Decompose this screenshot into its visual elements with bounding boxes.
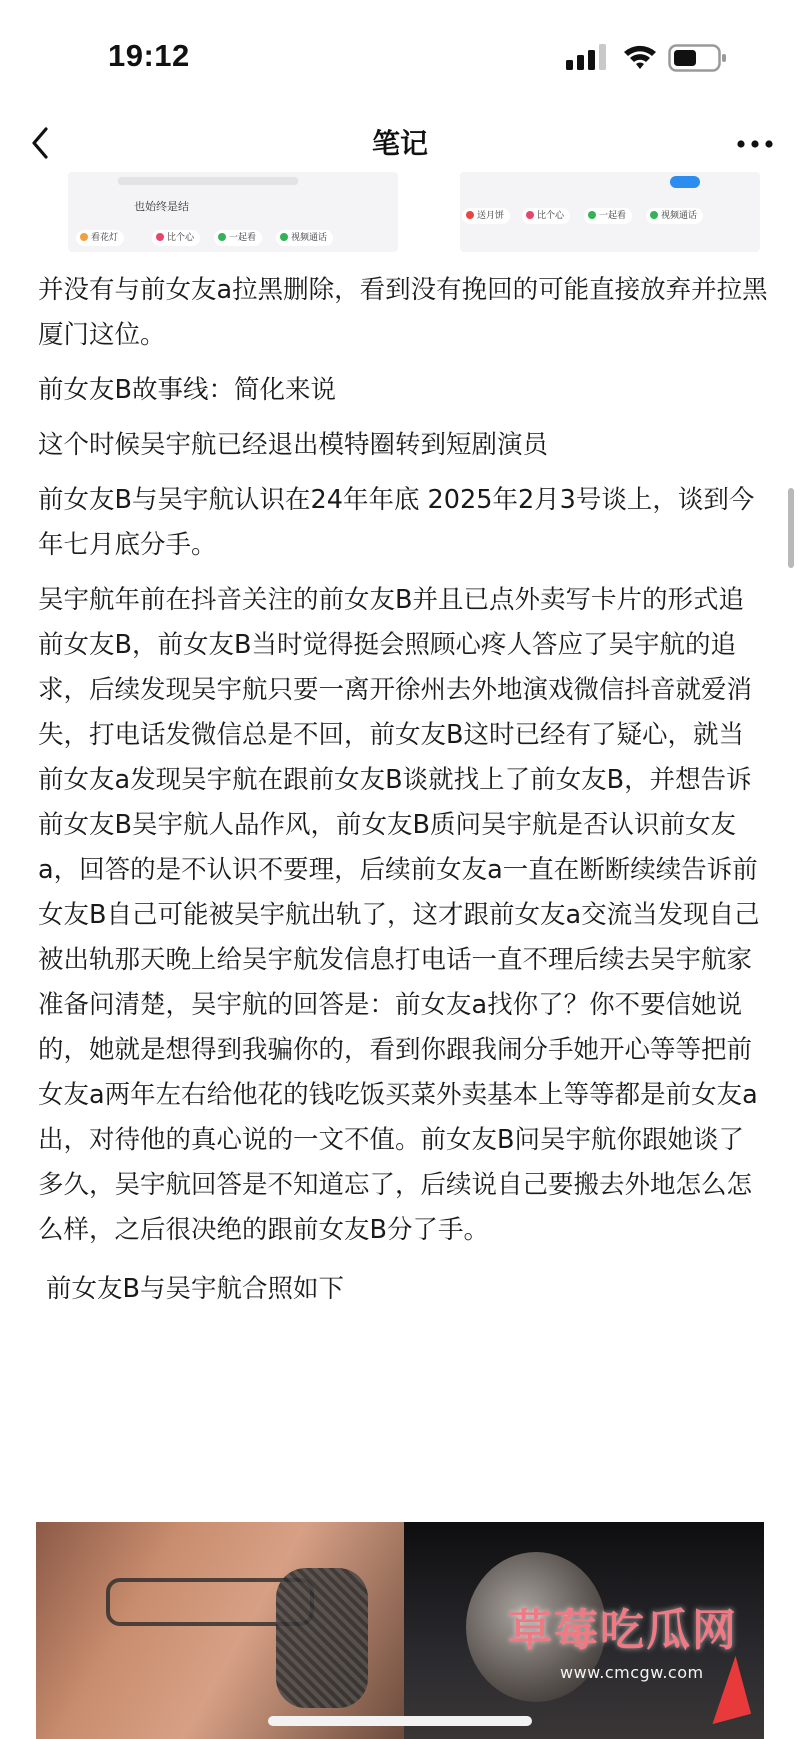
paragraph: 并没有与前女友a拉黑删除，看到没有挽回的可能直接放弃并拉黑厦门这位。 bbox=[38, 275, 768, 350]
wifi-icon bbox=[622, 42, 658, 70]
scrollbar[interactable] bbox=[788, 488, 794, 568]
chip: 看花灯 bbox=[76, 230, 124, 246]
more-horizontal-icon bbox=[730, 124, 780, 164]
battery-icon bbox=[668, 44, 728, 72]
chip: 送月饼 bbox=[462, 208, 510, 224]
paragraph: 前女友B与吴宇航认识在24年年底 2025年2月3号谈上，谈到今年七月底分手。 bbox=[38, 485, 755, 560]
page-title: 笔记 bbox=[371, 127, 428, 160]
photo-left bbox=[36, 1522, 404, 1739]
watermark-url: www.cmcgw.com bbox=[560, 1663, 704, 1682]
more-button[interactable] bbox=[730, 124, 780, 164]
note-content bbox=[38, 268, 768, 1312]
watermark-title: 草莓吃瓜网 bbox=[508, 1605, 738, 1656]
paragraph: 这个时候吴宇航已经退出模特圈转到短剧演员 bbox=[38, 430, 549, 460]
paragraph: 吴宇航年前在抖音关注的前女友B并且已点外卖写卡片的形式追前女友B，前女友B当时觉得挺会照顾心疼人答应了吴宇航的追求，后续发现吴宇航只要一离开徐州去外地演戏微信抖音就爱消失，打电话发微信总是不回，前女友B这时已经有了疑心，就当前女友a发现吴宇航在跟前女友B谈就找上了前女友B，并想告诉前女友B吴宇航人品作风，前女友B质问吴宇航是否认识前女友a，回答的是不认识不要理，后续前女友a一直在断断续续告诉前女友B自己可能被吴宇航出轨了，这才跟前女友a交流当发现自己被出轨那天晚上给吴宇航发信息打电话一直不理后续去吴宇航家准备问清楚，吴宇航的回答是：前女友a找你了？你不要信她说的，她就是想得到我骗你的，看到你跟我闹分手她开心等等把前女友a两年左右给他花的钱吃饭买菜外卖基本上等等都是前女友a出，对待他的真心说的一文不值。前女友B问吴宇航你跟她谈了多久，吴宇航回答是不知道忘了，后续说自己要搬去外地怎么怎么样，之后很决绝的跟前女友B分了手。 bbox=[38, 585, 760, 1245]
chat-screenshot-right bbox=[460, 172, 760, 252]
chat-message: 也始终是结 bbox=[134, 200, 189, 213]
cropped-message bbox=[118, 177, 298, 185]
paragraph: 前女友B故事线：简化来说 bbox=[38, 375, 336, 405]
cellular-signal-icon bbox=[566, 44, 608, 70]
chip: 一起看 bbox=[214, 230, 262, 246]
home-indicator bbox=[268, 1716, 532, 1726]
chip: 比个心 bbox=[522, 208, 570, 224]
chip: 视频通话 bbox=[276, 230, 333, 246]
chip: 比个心 bbox=[152, 230, 200, 246]
blue-bubble bbox=[670, 176, 700, 188]
chip: 一起看 bbox=[584, 208, 632, 224]
mosaic-blur bbox=[276, 1568, 368, 1708]
status-bar bbox=[0, 0, 800, 110]
embedded-screenshot bbox=[40, 172, 760, 252]
chip: 视频通话 bbox=[646, 208, 703, 224]
nav-bar bbox=[0, 110, 800, 180]
status-time: 19:12 bbox=[108, 38, 190, 73]
paragraph: 前女友B与吴宇航合照如下 bbox=[46, 1274, 344, 1304]
chat-screenshot-left bbox=[68, 172, 398, 252]
